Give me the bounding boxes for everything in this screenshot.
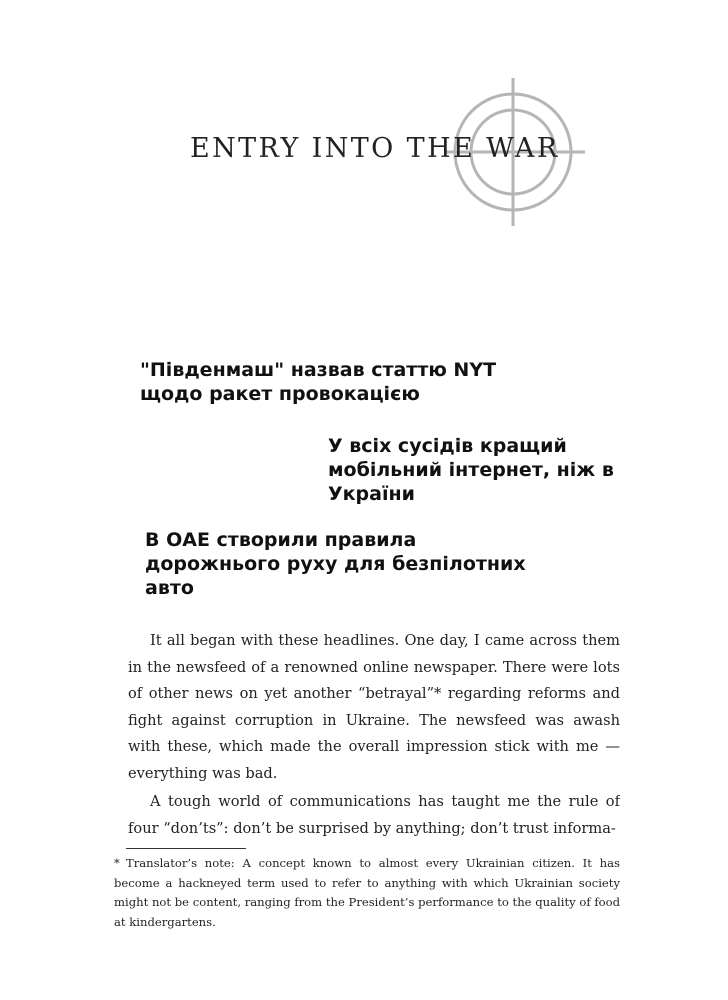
headline-1: "Південмаш" назвав статтю NYT щодо ракет провокацією bbox=[140, 359, 497, 405]
footnote bbox=[114, 854, 620, 932]
chapter-title: ENTRY INTO THE WAR bbox=[190, 133, 560, 164]
body-paragraph-2: A tough world of communications has taught me the rule of four “don’ts”: don’t be surprised by anything; don’t trust informa- bbox=[128, 793, 620, 837]
footnote-marker: * bbox=[114, 856, 120, 870]
footnote-divider bbox=[126, 848, 246, 849]
body-paragraph-1: It all began with these headlines. One day, I came across them in the newsfeed of a renowned online newspaper. There were lots of other news on yet another “betrayal”* regarding reforms and fight against corruption in Ukraine. The newsfeed was awash with these, which made the overall impression stick with me — everything was bad. bbox=[128, 632, 620, 782]
headline-2: У всіх сусідів кращий мобільний інтернет, ніж в України bbox=[328, 435, 614, 505]
footnote-text: Translator’s note: A concept known to almost every Ukrainian citizen. It has become a hackneyed term used to refer to anything with which Ukrainian society might not be content, ranging from the President’s performance to the quality of food at kindergartens. bbox=[114, 856, 620, 929]
headline-3: В ОАЕ створили правила дорожнього руху для безпілотних авто bbox=[145, 529, 526, 599]
